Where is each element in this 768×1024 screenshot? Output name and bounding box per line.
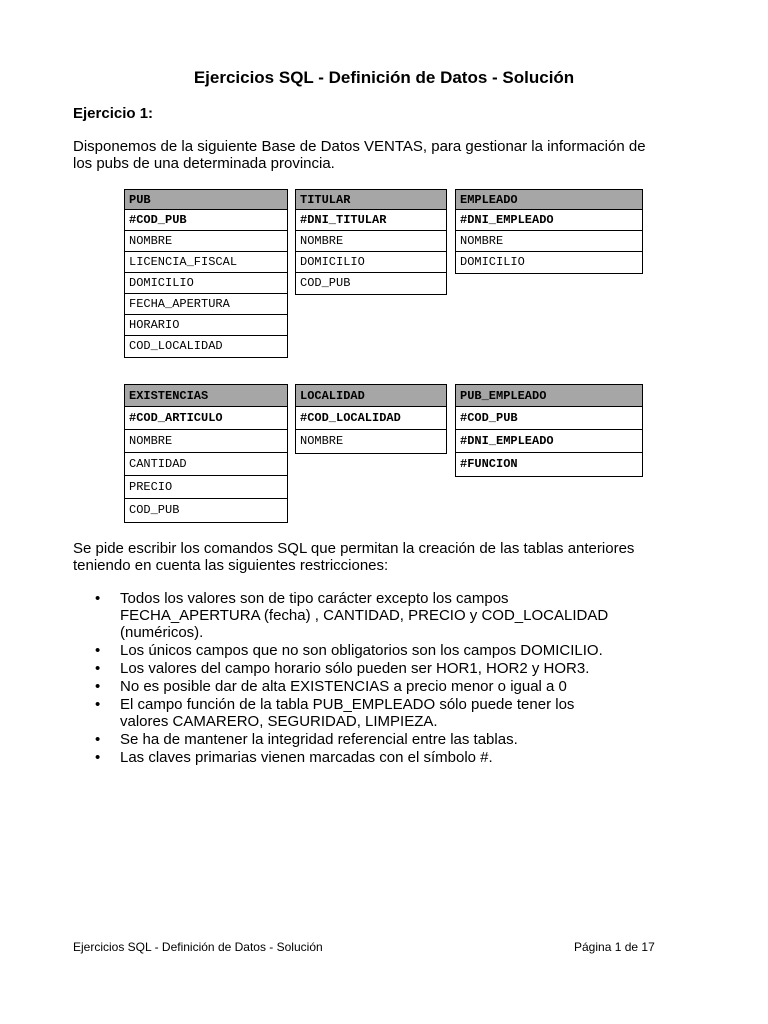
table-titular (295, 189, 447, 295)
table-field: DOMICILIO (125, 273, 287, 294)
bullet-icon: • (95, 642, 101, 659)
table-field: NOMBRE (125, 430, 287, 453)
bullet-icon: • (95, 590, 101, 607)
table-field: NOMBRE (300, 434, 344, 448)
bullet-icon: • (95, 678, 101, 695)
list-item-line: FECHA_APERTURA (fecha) , CANTIDAD, PRECIO y COD_LOCALIDAD (120, 607, 609, 624)
table-localidad (295, 384, 447, 454)
table-header: PUB (125, 190, 287, 210)
list-item (73, 660, 693, 677)
request-line: Se pide escribir los comandos SQL que permitan la creación de las tablas anteriores (73, 540, 635, 557)
table-field: #DNI_EMPLEADO (456, 430, 642, 453)
table-field: #COD_PUB (456, 407, 642, 430)
list-item (73, 590, 693, 641)
table-field: PRECIO (125, 476, 287, 499)
table-field: FECHA_APERTURA (125, 294, 287, 315)
document-title: Ejercicios SQL - Definición de Datos - Solución (193, 68, 575, 87)
table-field: COD_PUB (300, 276, 351, 290)
table-field: NOMBRE (296, 231, 446, 252)
bullet-icon: • (95, 749, 101, 766)
intro-line: Disponemos de la siguiente Base de Datos VENTAS, para gestionar la información de (73, 138, 646, 155)
list-item-line: El campo función de la tabla PUB_EMPLEADO sólo puede tener los (120, 696, 575, 713)
request-line: teniendo en cuenta las siguientes restricciones: (73, 557, 389, 574)
table-existencias (124, 384, 288, 523)
list-item (73, 678, 693, 695)
bullet-icon: • (95, 660, 101, 677)
table-field: #DNI_EMPLEADO (456, 210, 642, 231)
table-field: #DNI_TITULAR (296, 210, 446, 231)
table-header: EXISTENCIAS (125, 385, 287, 407)
list-item-line: Los valores del campo horario sólo pueden ser HOR1, HOR2 y HOR3. (120, 660, 590, 677)
footer-page-number: Página 1 de 17 (574, 940, 655, 954)
intro-line: los pubs de una determinada provincia. (73, 155, 335, 172)
table-field: HORARIO (125, 315, 287, 336)
table-header: TITULAR (296, 190, 446, 210)
table-field: #COD_ARTICULO (125, 407, 287, 430)
intro-paragraph (73, 138, 683, 172)
list-item (73, 749, 693, 766)
footer-document-title: Ejercicios SQL - Definición de Datos - Solución (73, 940, 323, 954)
table-field: DOMICILIO (296, 252, 446, 273)
table-field: #COD_PUB (125, 210, 287, 231)
table-empleado (455, 189, 643, 274)
table-field: COD_PUB (129, 503, 180, 517)
table-field: #FUNCION (460, 457, 518, 471)
list-item (73, 642, 693, 659)
table-header: PUB_EMPLEADO (456, 385, 642, 407)
request-paragraph (73, 540, 693, 574)
list-item-line: valores CAMARERO, SEGURIDAD, LIMPIEZA. (120, 713, 438, 730)
table-field: #COD_LOCALIDAD (296, 407, 446, 430)
exercise-heading: Ejercicio 1: (73, 105, 154, 122)
list-item-line: Se ha de mantener la integridad referencial entre las tablas. (120, 731, 518, 748)
table-field: NOMBRE (125, 231, 287, 252)
list-item (73, 731, 693, 748)
bullet-icon: • (95, 731, 101, 748)
table-field: DOMICILIO (460, 255, 525, 269)
table-field: LICENCIA_FISCAL (125, 252, 287, 273)
list-item-line: Las claves primarias vienen marcadas con el símbolo #. (120, 749, 493, 766)
list-item (73, 696, 693, 730)
list-item-line: No es posible dar de alta EXISTENCIAS a precio menor o igual a 0 (120, 678, 567, 695)
table-field: CANTIDAD (125, 453, 287, 476)
restrictions-list (73, 590, 693, 767)
bullet-icon: • (95, 696, 101, 713)
table-pub-empleado (455, 384, 643, 477)
table-header: EMPLEADO (456, 190, 642, 210)
list-item-line: Los únicos campos que no son obligatorios son los campos DOMICILIO. (120, 642, 603, 659)
list-item-line: Todos los valores son de tipo carácter excepto los campos (120, 590, 509, 607)
table-pub (124, 189, 288, 358)
table-header: LOCALIDAD (296, 385, 446, 407)
list-item-line: (numéricos). (120, 624, 204, 641)
table-field: NOMBRE (456, 231, 642, 252)
table-field: COD_LOCALIDAD (129, 339, 223, 353)
